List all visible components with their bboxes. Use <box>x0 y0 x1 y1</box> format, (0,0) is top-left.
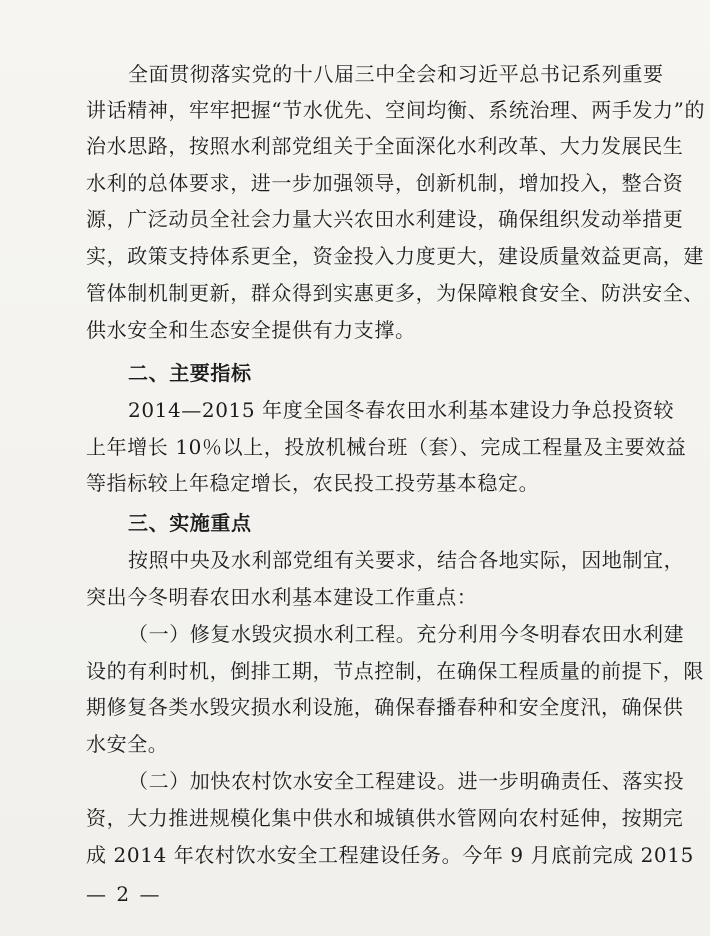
paragraph-line: 等指标较上年稳定增长，农民投工投劳基本稳定。 <box>86 471 540 495</box>
section-heading-indicators: 二、主要指标 <box>128 361 252 385</box>
paragraph-line: （一）修复水毁灾损水利工程。充分利用今冬明春农田水利建 <box>128 622 685 646</box>
paragraph-line: 期修复各类水毁灾损水利设施，确保春播春种和安全度汛，确保供 <box>86 695 684 719</box>
paragraph-line: 2014—2015 年度全国冬春农田水利基本建设力争总投资较 <box>128 398 675 422</box>
paragraph-line: 资，大力推进规模化集中供水和城镇供水管网向农村延伸，按期完 <box>86 806 684 830</box>
paragraph-line: 水安全。 <box>86 732 169 756</box>
paragraph-line: 治水思路，按照水利部党组关于全面深化水利改革、大力发展民生 <box>86 134 684 158</box>
paragraph-line: 源，广泛动员全社会力量大兴农田水利建设，确保组织发动举措更 <box>86 207 684 231</box>
paragraph-line: 水利的总体要求，进一步加强领导，创新机制，增加投入，整合资 <box>86 171 684 195</box>
page-number: — 2 — <box>86 882 162 906</box>
paragraph-line: 突出今冬明春农田水利基本建设工作重点： <box>86 585 478 609</box>
paragraph-line: （二）加快农村饮水安全工程建设。进一步明确责任、落实投 <box>128 769 685 793</box>
paragraph-line: 成 2014 年农村饮水安全工程建设任务。今年 9 月底前完成 2015 <box>86 843 694 867</box>
paragraph-line: 上年增长 10％以上，投放机械台班（套）、完成工程量及主要效益 <box>86 435 687 459</box>
paragraph-line: 设的有利时机，倒排工期，节点控制，在确保工程质量的前提下，限 <box>86 659 704 683</box>
paragraph-line: 供水安全和生态安全提供有力支撑。 <box>86 318 416 342</box>
paragraph-line: 管体制机制更新，群众得到实惠更多，为保障粮食安全、防洪安全、 <box>86 281 704 305</box>
paragraph-line: 实，政策支持体系更全，资金投入力度更大，建设质量效益更高，建 <box>86 244 704 268</box>
paragraph-line: 讲话精神，牢牢把握“节水优先、空间均衡、系统治理、两手发力”的 <box>86 98 706 122</box>
paragraph-line: 按照中央及水利部党组有关要求，结合各地实际，因地制宜， <box>128 548 685 572</box>
paragraph-line: 全面贯彻落实党的十八届三中全会和习近平总书记系列重要 <box>128 62 664 86</box>
section-heading-priorities: 三、实施重点 <box>128 511 252 535</box>
